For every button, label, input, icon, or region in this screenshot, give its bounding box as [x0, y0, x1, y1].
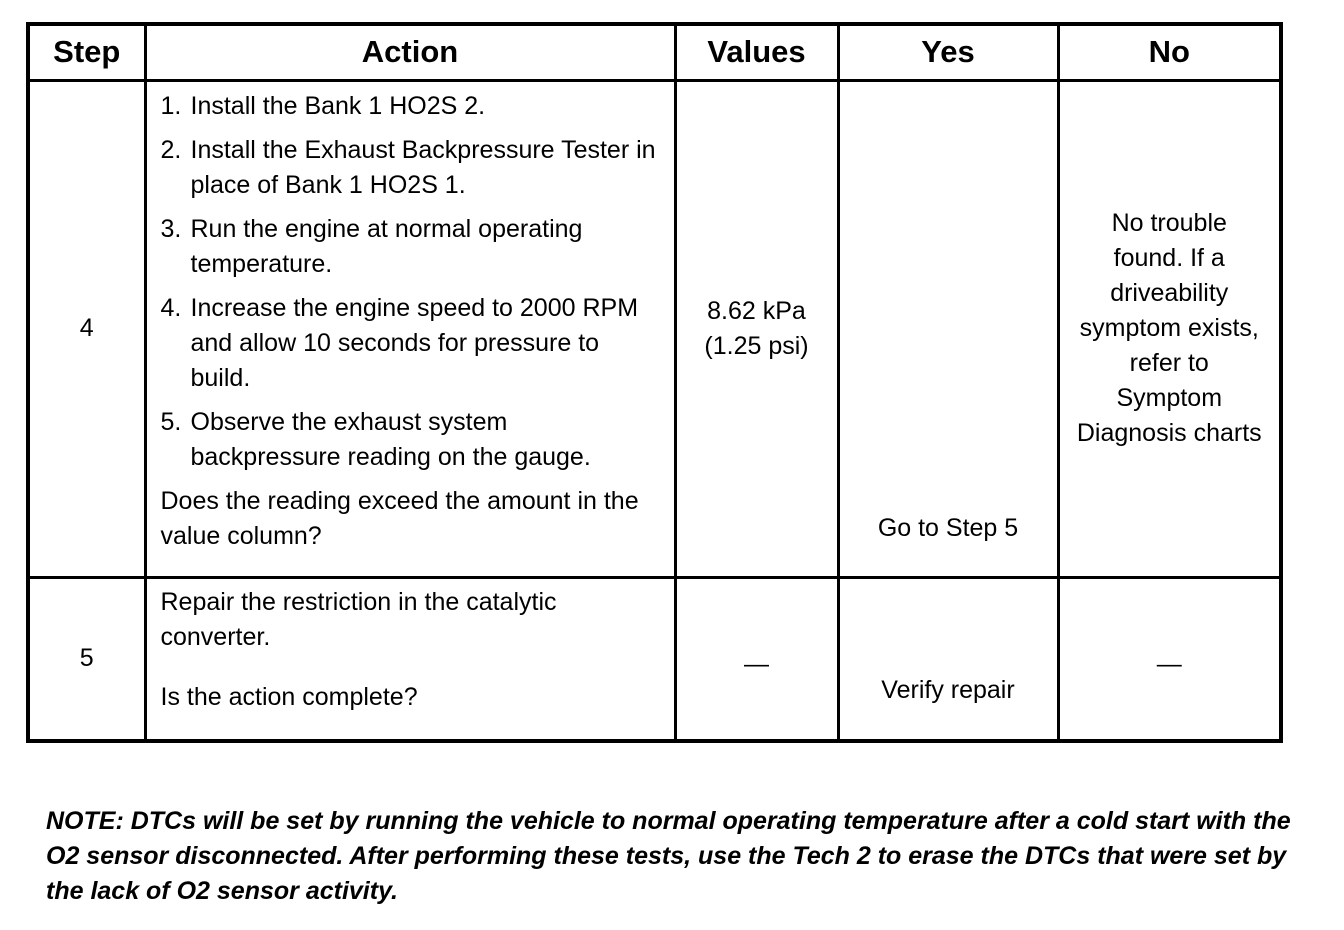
action-step-number: 1.	[160, 91, 182, 120]
action-step-text: Run the engine at normal operating temperature.	[190, 214, 583, 278]
action-step-text: Install the Bank 1 HO2S 2.	[190, 91, 486, 120]
values-cell	[675, 80, 838, 577]
action-step-number: 4.	[160, 293, 182, 322]
value-dash: —	[744, 650, 769, 679]
action-question: Does the reading exceed the amount in the value column?	[160, 486, 639, 550]
yes-cell	[838, 577, 1058, 741]
action-step	[161, 89, 664, 124]
action-cell	[145, 577, 675, 741]
action-step-text: Install the Exhaust Backpressure Tester in place of Bank 1 HO2S 1.	[190, 135, 656, 199]
action-step-text: Increase the engine speed to 2000 RPM and allow 10 seconds for pressure to build.	[190, 293, 639, 392]
no-cell	[1058, 577, 1281, 741]
action-step-number: 5.	[160, 407, 182, 436]
action-step	[161, 133, 664, 203]
action-step	[161, 212, 664, 282]
values-cell	[675, 577, 838, 741]
yes-result: Go to Step 5	[877, 513, 1019, 542]
value-kpa: 8.62 kPa	[707, 296, 806, 325]
note-text: NOTE: DTCs will be set by running the vehicle to normal operating temperature after a cold start with the O2 sensor disconnected. After performing these tests, use the Tech 2 to erase the DTCs that were set by the lack of O2 sensor activity.	[46, 807, 1291, 905]
no-result: No trouble found. If a driveability symptom exists, refer to Symptom Diagnosis charts	[1076, 209, 1262, 447]
diagnostic-table	[26, 22, 1283, 743]
yes-result: Verify repair	[881, 676, 1015, 704]
action-step-number: 2.	[160, 135, 182, 164]
step-number: 4	[28, 80, 145, 577]
no-cell	[1058, 80, 1281, 577]
action-step	[161, 405, 664, 475]
action-text: Repair the restriction in the catalytic converter.	[160, 587, 557, 651]
header-no: No	[1058, 24, 1281, 80]
step-number: 5	[28, 577, 145, 741]
header-action: Action	[145, 24, 675, 80]
table-row-step-5	[28, 577, 1281, 741]
header-step: Step	[28, 24, 145, 80]
action-cell	[145, 80, 675, 577]
table-row-step-4	[28, 80, 1281, 577]
action-question: Is the action complete?	[160, 682, 418, 711]
action-step-text: Observe the exhaust system backpressure reading on the gauge.	[190, 407, 591, 471]
header-row	[28, 24, 1281, 80]
header-values: Values	[675, 24, 838, 80]
header-yes: Yes	[838, 24, 1058, 80]
action-step-number: 3.	[160, 214, 182, 243]
value-psi: (1.25 psi)	[704, 331, 809, 360]
yes-cell	[838, 80, 1058, 577]
action-step	[161, 291, 664, 396]
no-dash: —	[1156, 650, 1182, 679]
